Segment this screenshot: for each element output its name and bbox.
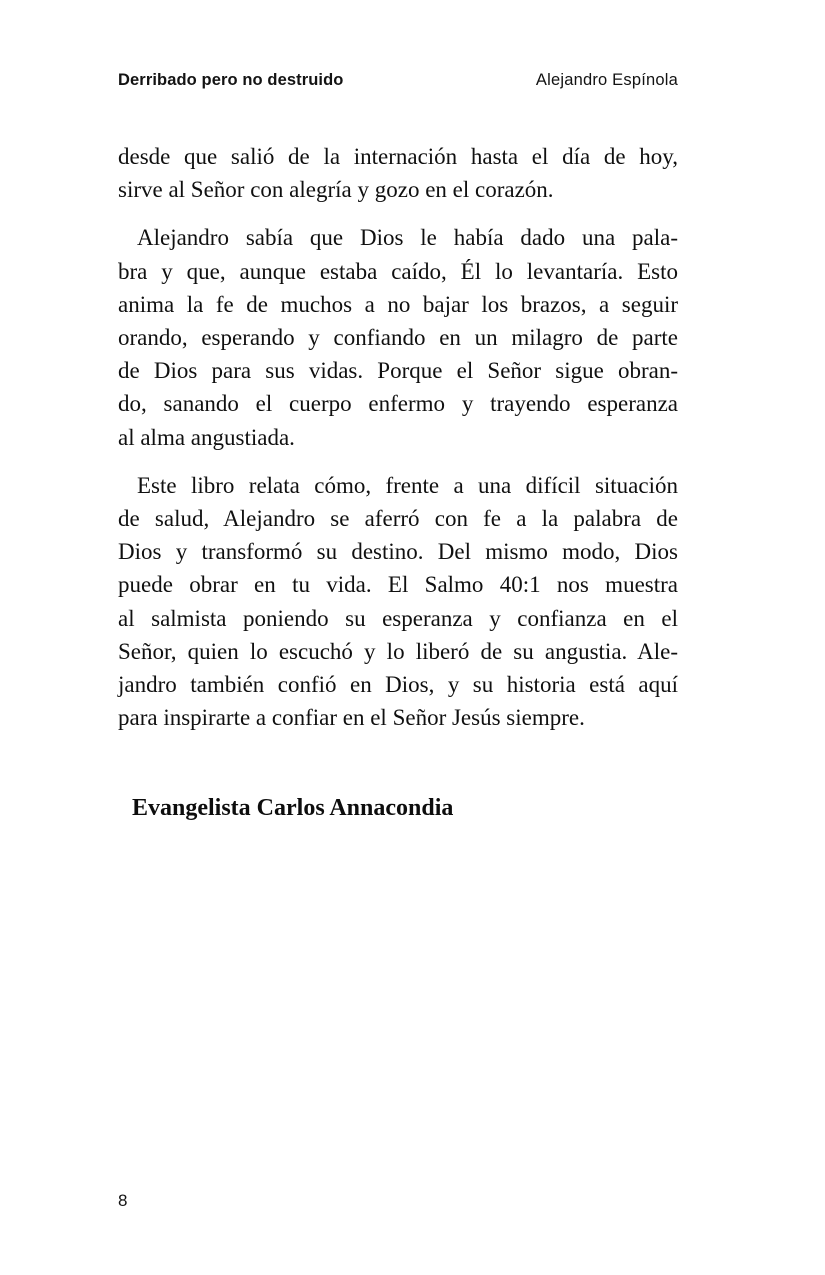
signature-line: Evangelista Carlos Annacondia (132, 795, 454, 822)
text-line: para inspirarte a confiar en el Señor Jesús siempre. (118, 705, 585, 731)
text-line: de salud, Alejandro se aferró con fe a la palabra de (118, 506, 678, 532)
running-head-title: Derribado pero no destruido (118, 71, 344, 89)
text-line: Este libro relata cómo, frente a una difícil situación (137, 472, 678, 498)
text-line: de Dios para sus vidas. Porque el Señor sigue obran- (118, 358, 678, 384)
page-header (118, 70, 678, 90)
page-number: 8 (118, 1191, 128, 1210)
text-line: desde que salió de la internación hasta el día de hoy, (118, 144, 678, 169)
running-head-author: Alejandro Espínola (535, 71, 678, 89)
paragraph (118, 221, 678, 453)
text-line: bra y que, aunque estaba caído, Él lo levantaría. Esto (118, 258, 678, 284)
text-line: do, sanando el cuerpo enfermo y trayendo esperanza (118, 391, 678, 417)
page-body (118, 140, 678, 825)
text-line: Señor, quien lo escuchó y lo liberó de su angustia. Ale- (118, 638, 678, 664)
text-line: puede obrar en tu vida. El Salmo 40:1 nos muestra (118, 572, 678, 598)
text-line: anima la fe de muchos a no bajar los brazos, a seguir (118, 291, 678, 317)
paragraph (118, 469, 678, 735)
text-line: Dios y transformó su destino. Del mismo modo, Dios (118, 539, 678, 565)
text-line: orando, esperando y confiando en un milagro de parte (118, 325, 678, 351)
text-line: Alejandro sabía que Dios le había dado una pala- (137, 225, 678, 251)
text-line: al salmista poniendo su esperanza y confianza en el (118, 605, 678, 631)
text-line: al alma angustiada. (118, 424, 295, 450)
text-line: sirve al Señor con alegría y gozo en el corazón. (118, 177, 554, 203)
paragraph (118, 140, 678, 206)
text-line: jandro también confió en Dios, y su historia está aquí (118, 672, 678, 698)
